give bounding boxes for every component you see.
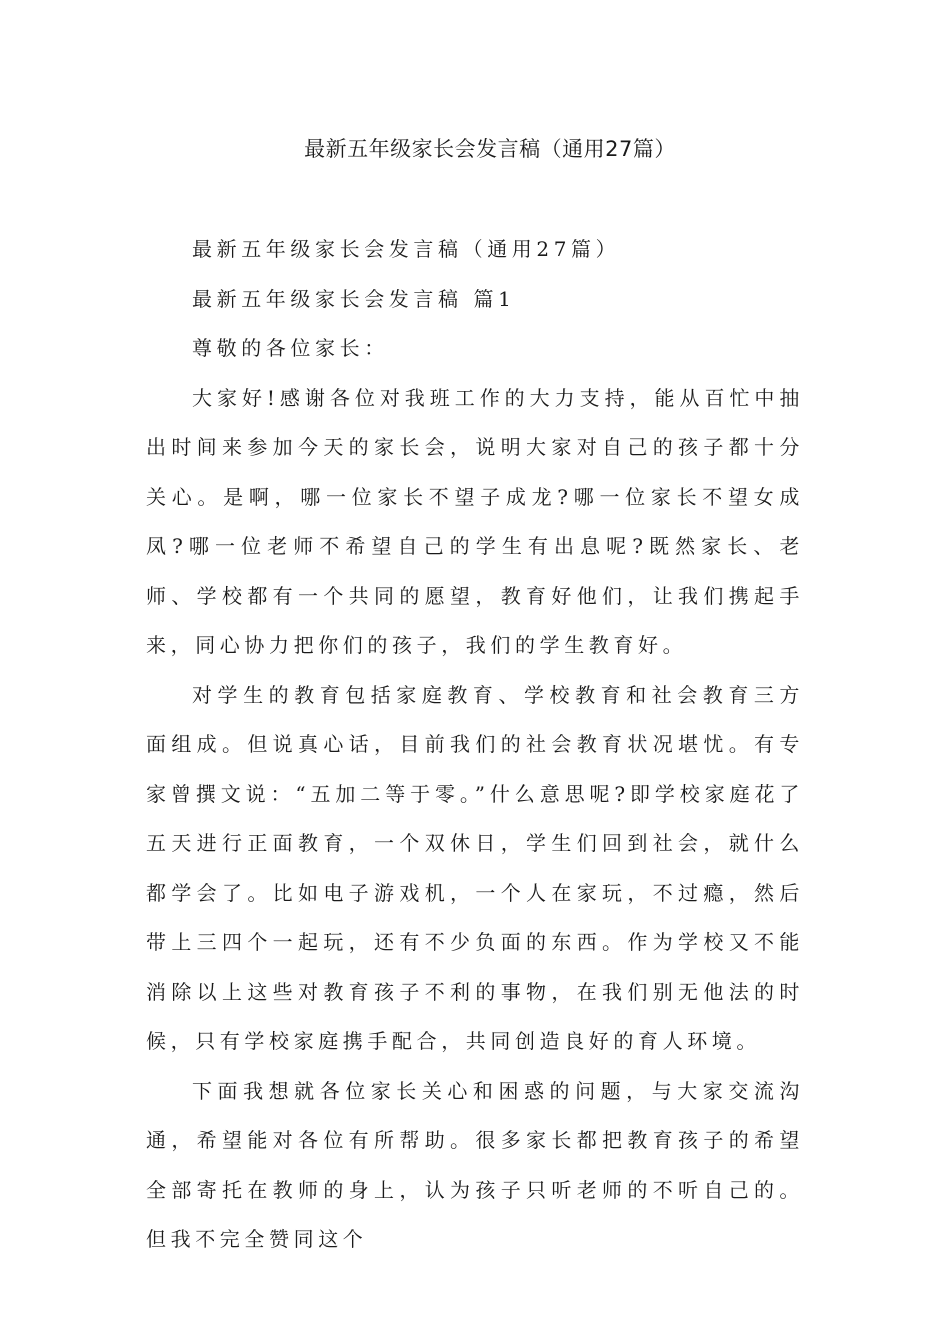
document-body: [146, 225, 804, 1265]
paragraph-section-heading: 最新五年级家长会发言稿 篇1: [192, 286, 516, 311]
paragraph-greeting: 大家好!感谢各位对我班工作的大力支持，能从百忙中抽出时间来参加今天的家长会，说明大家对自己的孩子都十分关心。是啊，哪一位家长不望子成龙?哪一位家长不望女成凤?哪一位老师不希望自己的学生有出息呢?既然家长、老师、学校都有一个共同的愿望，教育好他们，让我们携起手来，同心协力把你们的孩子，我们的学生教育好。: [146, 385, 804, 657]
document-title: 最新五年级家长会发言稿（通用27篇）: [304, 137, 676, 161]
paragraph-subtitle: 最新五年级家长会发言稿（通用27篇）: [192, 237, 621, 261]
paragraph-salutation: 尊敬的各位家长：: [192, 336, 389, 360]
paragraph-discussion: 下面我想就各位家长关心和困惑的问题，与大家交流沟通，希望能对各位有所帮助。很多家长都把教育孩子的希望全部寄托在教师的身上，认为孩子只听老师的不听自己的。但我不完全赞同这个: [146, 1078, 804, 1251]
paragraph-education: 对学生的教育包括家庭教育、学校教育和社会教育三方面组成。但说真心话，目前我们的社会教育状况堪忧。有专家曾撰文说：“五加二等于零。”什么意思呢?即学校家庭花了五天进行正面教育，一个双休日，学生们回到社会，就什么都学会了。比如电子游戏机，一个人在家玩，不过瘾，然后带上三四个一起玩，还有不少负面的东西。作为学校又不能消除以上这些对教育孩子不利的事物，在我们别无他法的时候，只有学校家庭携手配合，共同创造良好的育人环境。: [146, 682, 804, 1053]
